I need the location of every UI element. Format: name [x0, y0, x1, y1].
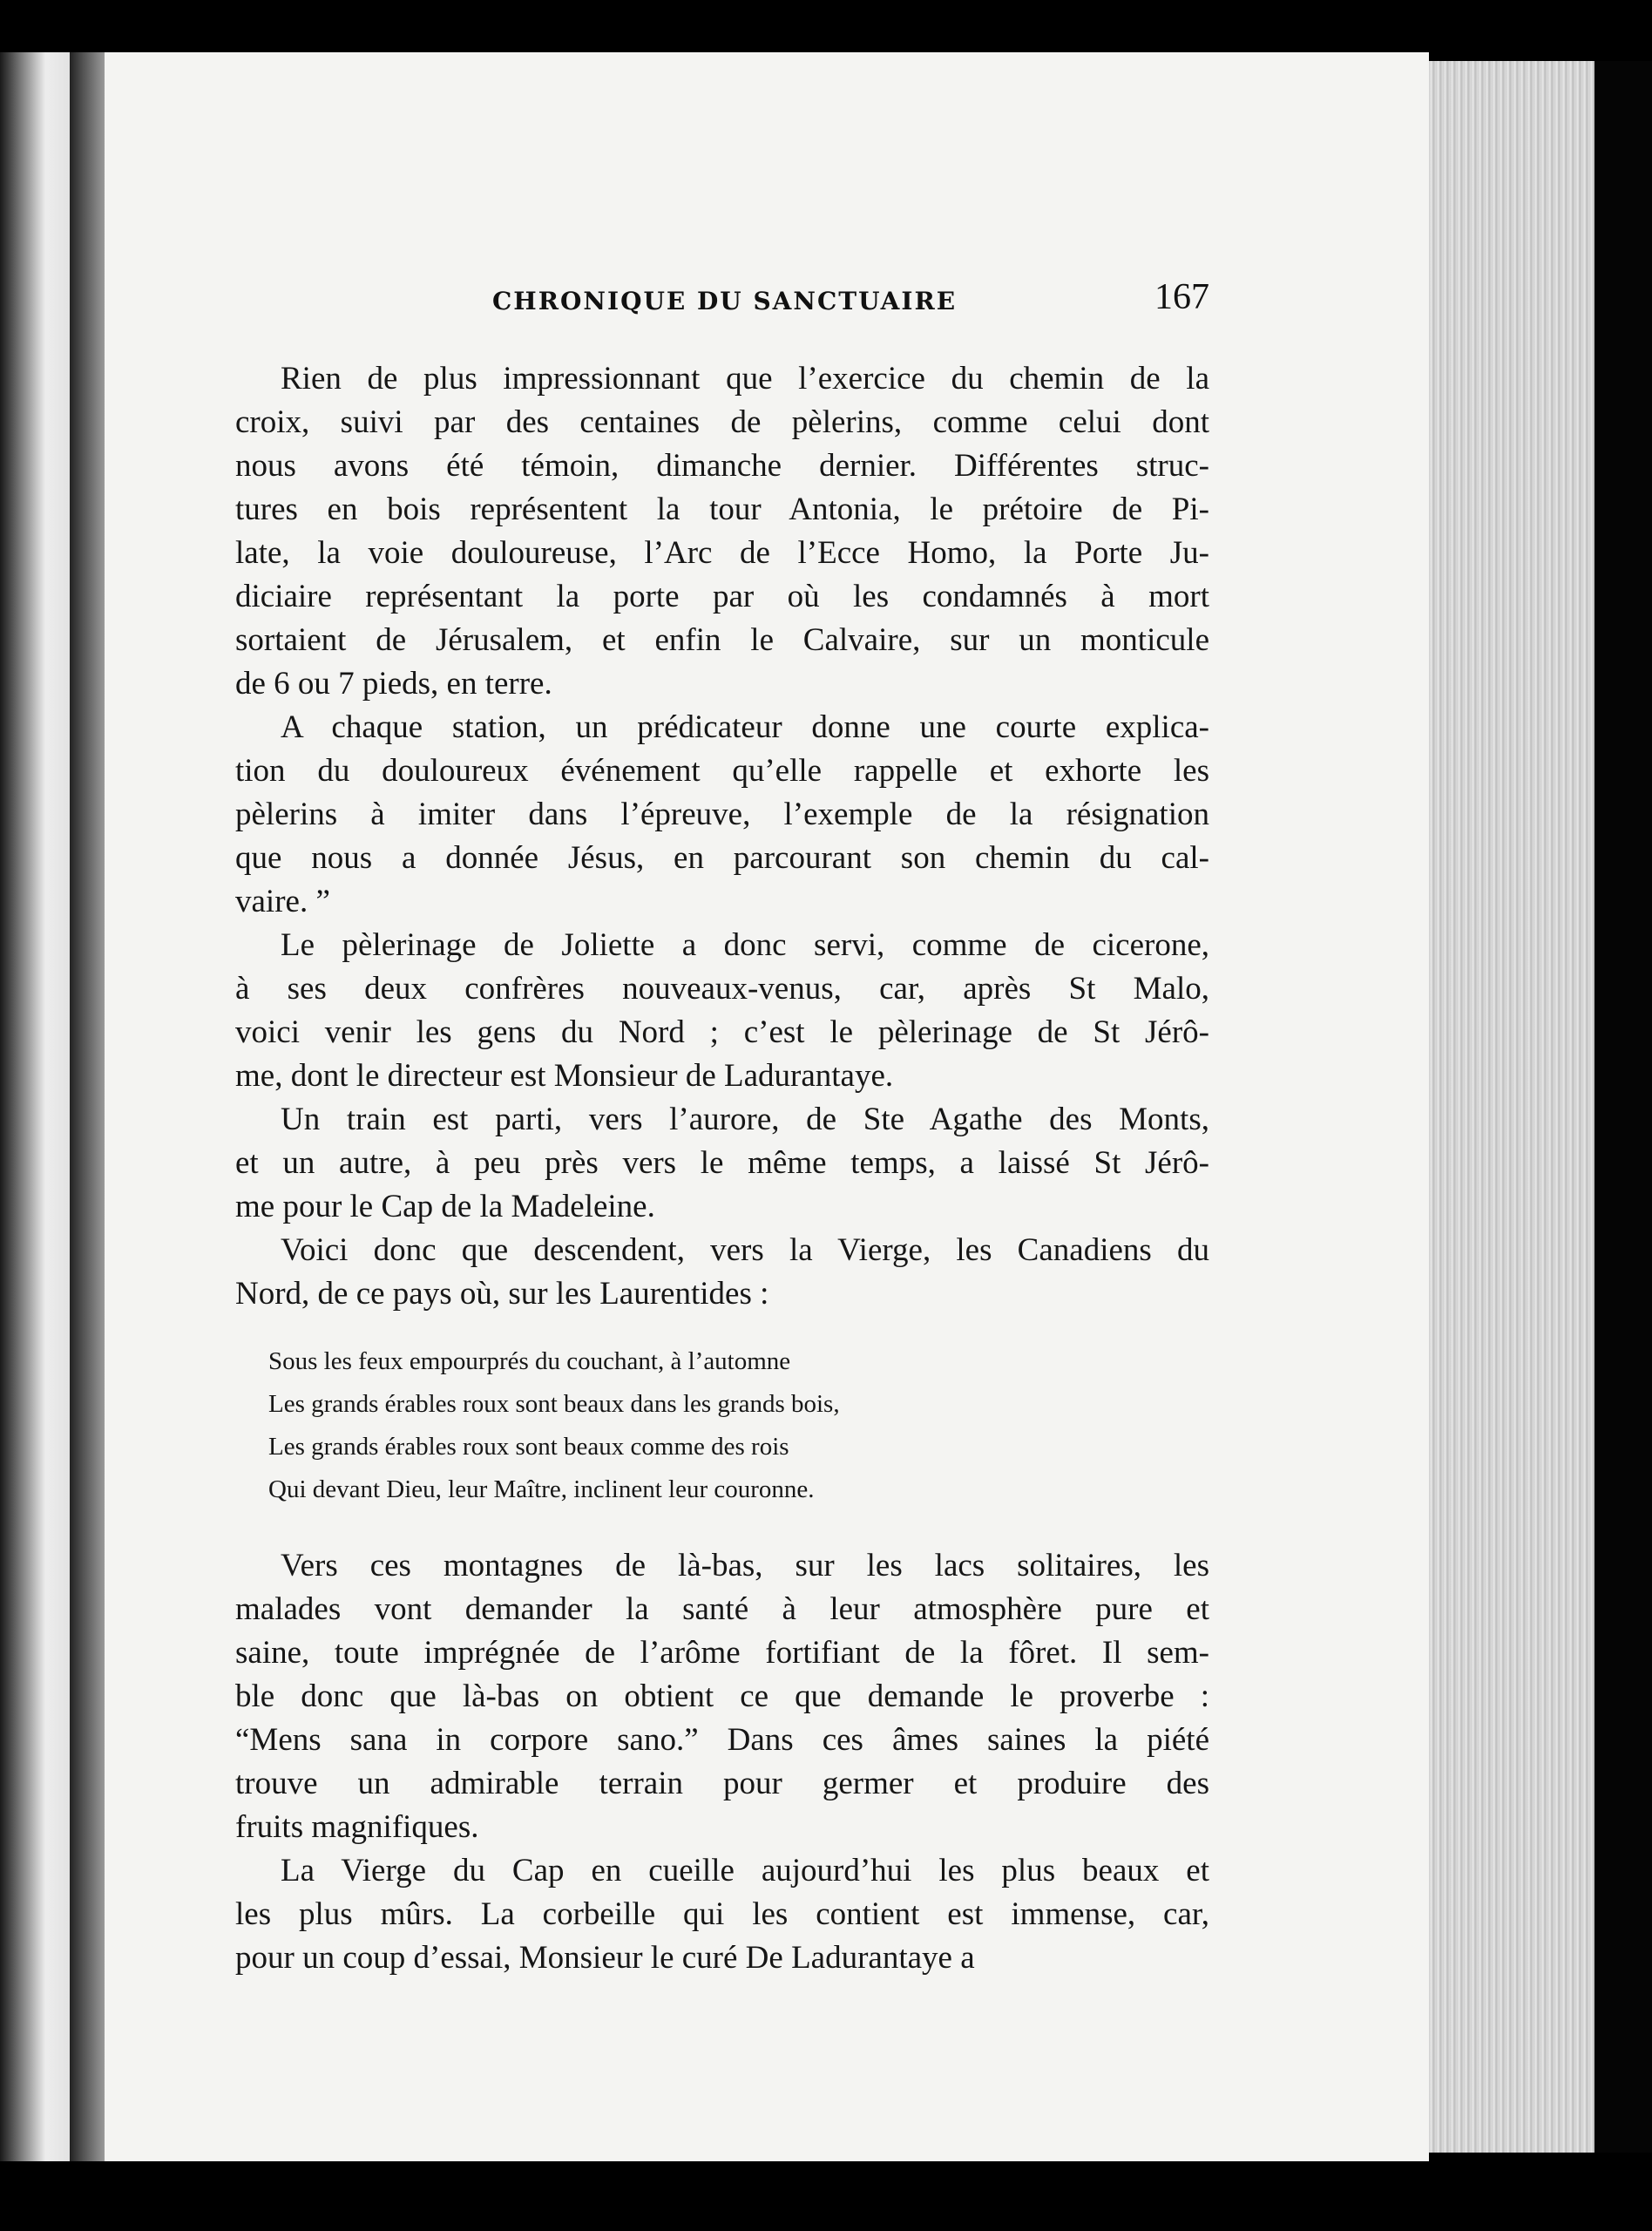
- poem-verse: Les grands érables roux sont beaux comme des rois: [268, 1433, 789, 1461]
- text-line: tion du douloureux événement qu’elle rappelle et exhorte les: [235, 753, 1209, 789]
- text-line: fruits magnifiques.: [235, 1809, 479, 1845]
- text-line: me pour le Cap de la Madeleine.: [235, 1189, 655, 1224]
- page-header: [383, 277, 1209, 327]
- paragraph: [235, 706, 1209, 924]
- text-line: saine, toute imprégnée de l’arôme fortifiant de la fôret. Il sem-: [235, 1635, 1209, 1671]
- book-gutter: [70, 52, 105, 2161]
- page-number: 167: [1154, 277, 1209, 317]
- paragraphs-before-poem: [235, 357, 1209, 1316]
- text-line: ble donc que là-bas on obtient ce que demande le proverbe :: [235, 1678, 1209, 1714]
- text-line: Voici donc que descendent, vers la Vierge, les Canadiens du: [281, 1232, 1209, 1268]
- background-edge: [1594, 61, 1652, 2153]
- poem-verse: Les grands érables roux sont beaux dans les grands bois,: [268, 1390, 840, 1418]
- text-line: La Vierge du Cap en cueille aujourd’hui les plus beaux et: [281, 1853, 1209, 1889]
- poem-verse: Qui devant Dieu, leur Maître, inclinent leur couronne.: [268, 1475, 815, 1503]
- text-line: Le pèlerinage de Joliette a donc servi, comme de cicerone,: [281, 927, 1209, 963]
- text-line: vaire. ”: [235, 884, 330, 919]
- text-line: malades vont demander la santé à leur atmosphère pure et: [235, 1591, 1209, 1627]
- text-line: de 6 ou 7 pieds, en terre.: [235, 666, 552, 702]
- text-line: A chaque station, un prédicateur donne une courte explica-: [281, 709, 1209, 745]
- text-line: Nord, de ce pays où, sur les Laurentides :: [235, 1276, 769, 1312]
- text-line: que nous a donnée Jésus, en parcourant son chemin du cal-: [235, 840, 1209, 876]
- paragraph: [235, 1544, 1209, 1849]
- poem-verse: Sous les feux empourprés du couchant, à l’automne: [268, 1347, 791, 1375]
- text-line: trouve un admirable terrain pour germer et produire des: [235, 1766, 1209, 1801]
- text-line: et un autre, à peu près vers le même temps, a laissé St Jérô-: [235, 1145, 1209, 1181]
- page-edges: [1429, 61, 1594, 2153]
- text-line: “Mens sana in corpore sano.” Dans ces âmes saines la piété: [235, 1722, 1209, 1758]
- text-line: pèlerins à imiter dans l’épreuve, l’exemple de la résignation: [235, 797, 1209, 832]
- paragraph: [235, 357, 1209, 706]
- text-line: Un train est parti, vers l’aurore, de Ste Agathe des Monts,: [281, 1102, 1209, 1137]
- paragraph: [235, 1098, 1209, 1229]
- text-line: Rien de plus impressionnant que l’exercice du chemin de la: [281, 361, 1209, 397]
- text-line: croix, suivi par des centaines de pèlerins, comme celui dont: [235, 404, 1209, 440]
- text-line: les plus mûrs. La corbeille qui les contient est immense, car,: [235, 1896, 1209, 1932]
- poem-quotation: [268, 1340, 1209, 1511]
- paragraph: [235, 1229, 1209, 1316]
- text-line: sortaient de Jérusalem, et enfin le Calvaire, sur un monticule: [235, 622, 1209, 658]
- text-line: me, dont le directeur est Monsieur de Ladurantaye.: [235, 1058, 894, 1094]
- text-line: diciaire représentant la porte par où les condamnés à mort: [235, 579, 1209, 614]
- text-line: tures en bois représentent la tour Antonia, le prétoire de Pi-: [235, 492, 1209, 527]
- running-title: CHRONIQUE DU SANCTUAIRE: [492, 287, 958, 315]
- text-line: à ses deux confrères nouveaux-venus, car, après St Malo,: [235, 971, 1209, 1007]
- paragraphs-after-poem: [235, 1544, 1209, 1980]
- text-line: Vers ces montagnes de là-bas, sur les lacs solitaires, les: [281, 1548, 1209, 1583]
- page-body: [235, 357, 1209, 1980]
- paragraph: [235, 1849, 1209, 1980]
- text-line: nous avons été témoin, dimanche dernier. Différentes struc-: [235, 448, 1209, 484]
- text-line: pour un coup d’essai, Monsieur le curé De Ladurantaye a: [235, 1940, 975, 1976]
- text-line: late, la voie douloureuse, l’Arc de l’Ecce Homo, la Porte Ju-: [235, 535, 1209, 571]
- text-line: voici venir les gens du Nord ; c’est le pèlerinage de St Jérô-: [235, 1014, 1209, 1050]
- paragraph: [235, 924, 1209, 1098]
